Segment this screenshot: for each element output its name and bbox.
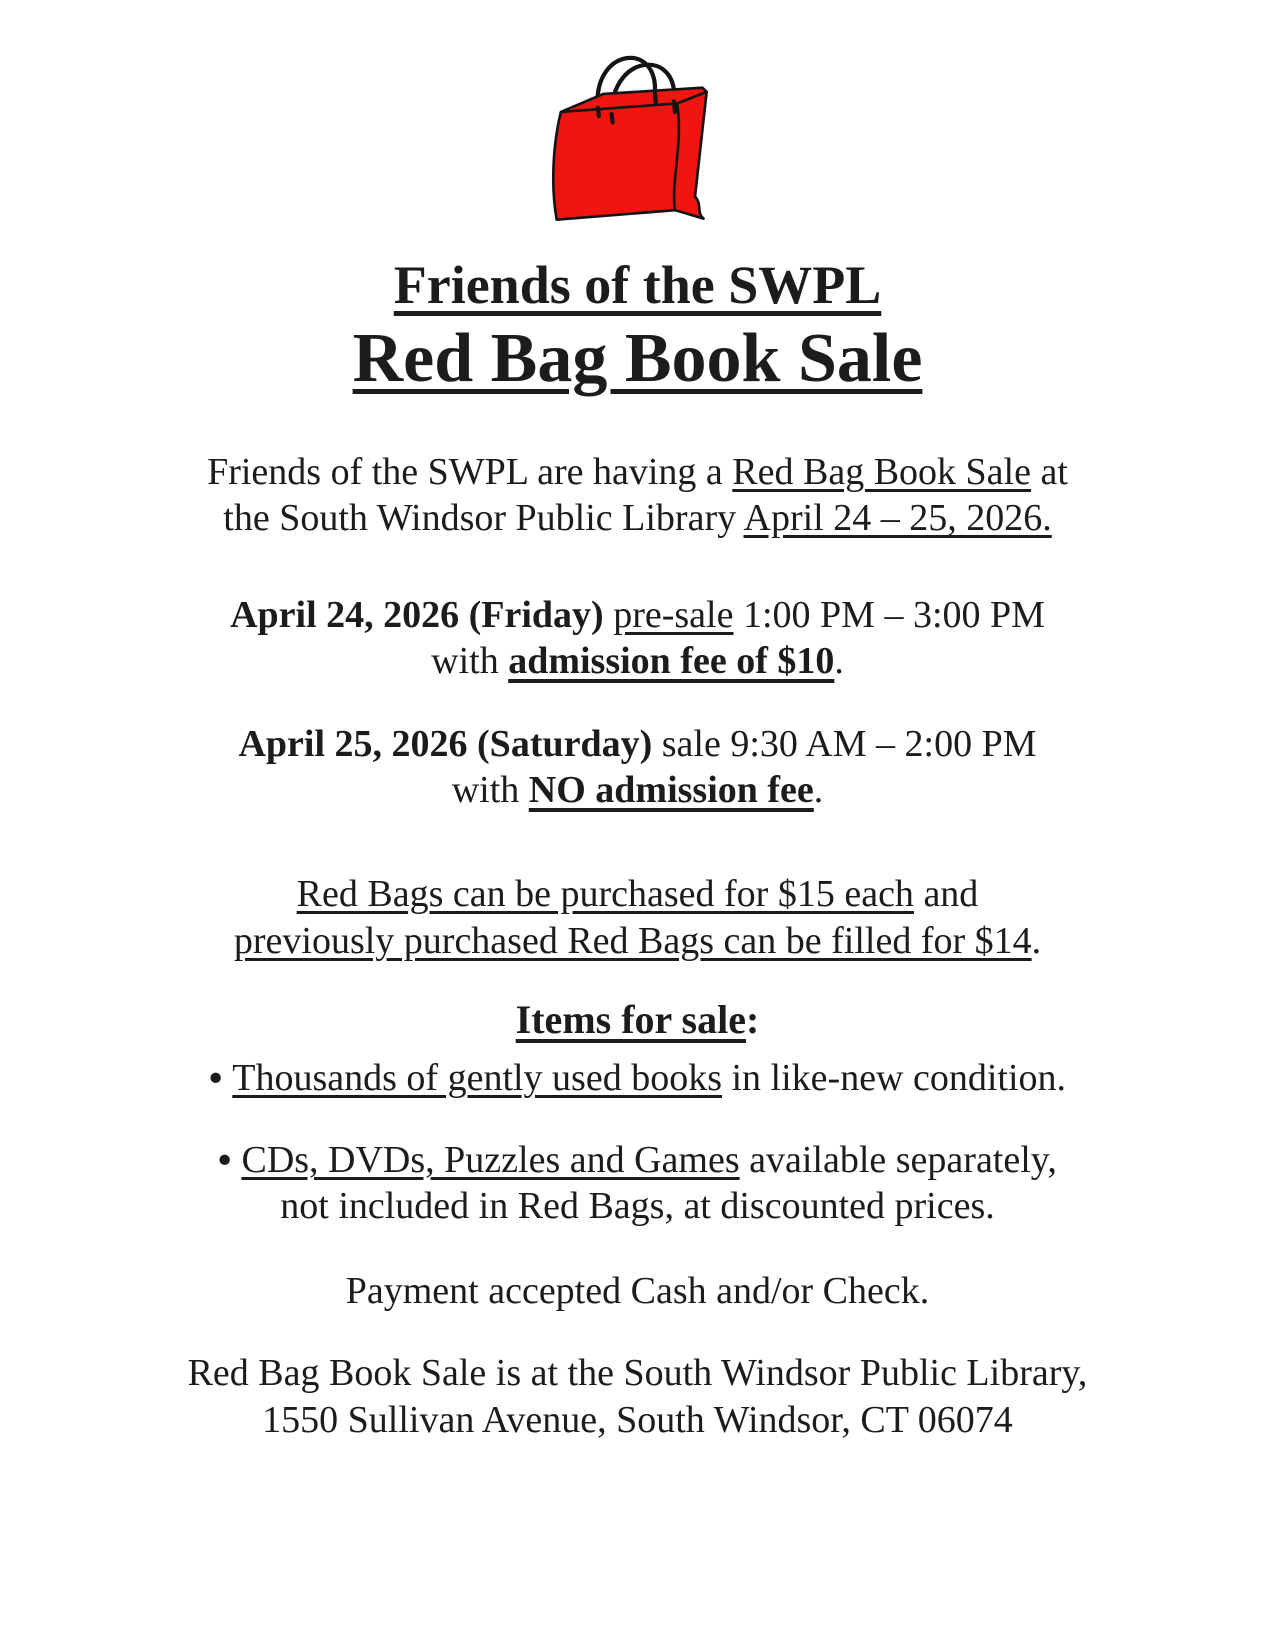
bullet-item-books: [118, 1055, 1158, 1101]
saturday-time: sale 9:30 AM – 2:00 PM: [661, 722, 1037, 765]
red-bags-and: and: [913, 873, 979, 916]
friday-session-paragraph: [118, 592, 1158, 685]
bag-image-container: [0, 38, 1275, 230]
flyer-title-line2: [0, 320, 1275, 397]
intro-underlined-sale-name: Red Bag Book Sale: [732, 451, 1031, 494]
friday-presale-underlined: pre-sale: [613, 593, 734, 636]
payment-paragraph: Payment accepted Cash and/or Check.: [345, 1269, 930, 1312]
media-underlined: CDs, DVDs, Puzzles and Games: [241, 1139, 740, 1182]
media-line1: [118, 1137, 1158, 1183]
friday-time: 1:00 PM – 3:00 PM: [733, 593, 1045, 636]
red-bags-period: .: [1031, 919, 1042, 962]
title-line1-text: Friends of the SWPL: [393, 255, 882, 315]
intro-text: Friends of the SWPL are having a: [207, 451, 733, 494]
items-heading-bold-underlined: Items for sale: [515, 996, 746, 1042]
saturday-line2: [118, 767, 1158, 813]
items-for-sale-heading: [118, 996, 1158, 1045]
bullet-icon: •: [217, 1135, 233, 1185]
friday-date-bold: April 24, 2026 (Friday): [230, 593, 614, 636]
address-paragraph: [118, 1350, 1158, 1443]
friday-line2: [118, 638, 1158, 684]
books-rest: in like-new condition.: [722, 1056, 1067, 1099]
friday-period: .: [834, 640, 844, 683]
red-bags-line1: [118, 871, 1158, 917]
media-rest1: available separately,: [739, 1139, 1057, 1182]
saturday-with: with: [451, 768, 529, 811]
books-underlined: Thousands of gently used books: [232, 1056, 722, 1099]
saturday-session-paragraph: [118, 721, 1158, 814]
title-line2-text: Red Bag Book Sale: [352, 320, 923, 398]
intro-text: the South Windsor Public Library: [223, 497, 744, 540]
friday-admission-fee-bold-underlined: admission fee of $10: [508, 640, 835, 683]
bullet-item-media: [118, 1137, 1158, 1230]
address-line2: 1550 Sullivan Avenue, South Windsor, CT 06074: [262, 1398, 1013, 1441]
flyer-body: [118, 449, 1158, 1443]
red-bags-refill-underlined: previously purchased Red Bags can be filled for $14: [233, 919, 1032, 962]
red-bags-pricing-paragraph: [118, 871, 1158, 964]
flyer-title-line1: [0, 254, 1275, 316]
saturday-line1: [118, 721, 1158, 767]
saturday-date-bold: April 25, 2026 (Saturday): [238, 722, 662, 765]
media-line2: not included in Red Bags, at discounted prices.: [280, 1185, 995, 1228]
address-line1: Red Bag Book Sale is at the South Windsor Public Library,: [187, 1352, 1088, 1395]
friday-with: with: [431, 640, 509, 683]
intro-line1: [118, 449, 1158, 495]
saturday-no-admission-bold-underlined: NO admission fee: [528, 768, 814, 811]
red-bags-price-underlined: Red Bags can be purchased for $15 each: [296, 873, 914, 916]
intro-line2: [118, 495, 1158, 541]
intro-underlined-dates: April 24 – 25, 2026.: [743, 497, 1052, 540]
saturday-period: .: [813, 768, 824, 811]
items-heading-colon: :: [745, 996, 760, 1042]
intro-text: at: [1030, 451, 1068, 494]
red-shopping-bag-icon: [547, 38, 729, 226]
red-bags-line2: [118, 918, 1158, 964]
friday-line1: [118, 592, 1158, 638]
intro-paragraph: [118, 449, 1158, 542]
bullet-icon: •: [207, 1053, 224, 1102]
